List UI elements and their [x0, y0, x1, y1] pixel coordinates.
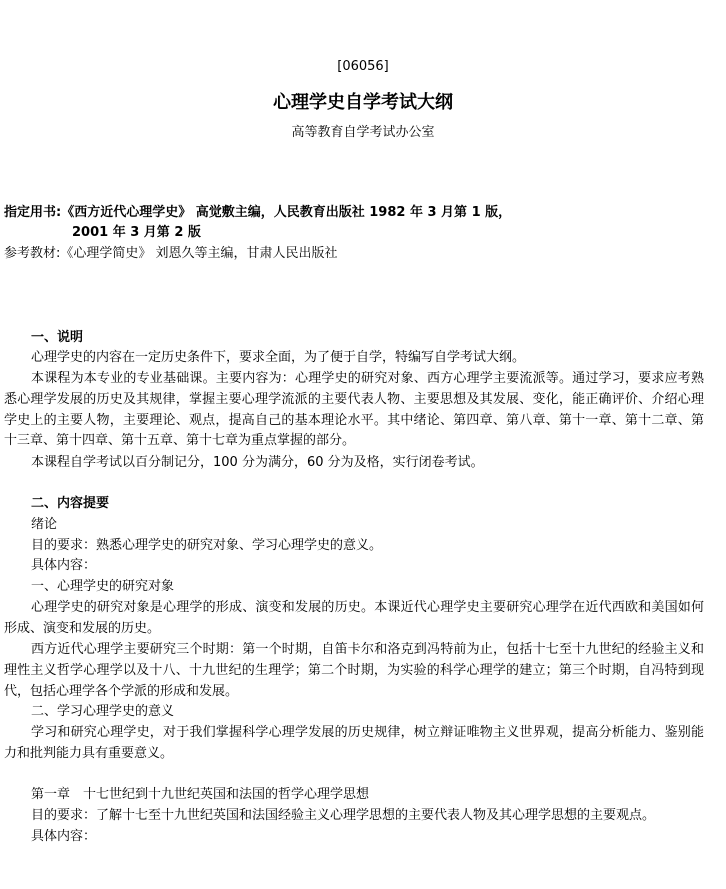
section2-sub1-paragraph-2: 西方近代心理学主要研究三个时期：第一个时期，自笛卡尔和洛克到冯特前为止，包括十七至十九世纪的经验主义和理性主义哲学心理学以及十八、十九世纪的生理学；第二个时期，为实验的科学心理学的建立；第三个时期，自冯特到现代，包括心理学各个学派的形成和发展。: [4, 642, 704, 699]
page-title: 心理学史自学考试大纲: [273, 92, 453, 113]
section1-paragraph-3: 本课程自学考试以百分制记分，100 分为满分，60 分为及格，实行闭卷考试。: [31, 455, 484, 470]
course-code: [06056]: [337, 59, 389, 74]
issuing-office: 高等教育自学考试办公室: [291, 125, 435, 140]
section1-paragraph-2: 本课程为本专业的专业基础课。主要内容为：心理学史的研究对象、西方心理学主要流派等。通过学习，要求应考熟悉心理学发展的历史及其规律，掌握主要心理学流派的主要代表人物、主要思想及其发展、变化，能正确评价、介绍心理学史上的主要人物，主要理论、观点，提高自己的基本理论水平。其中绪论、第四章、第八章、第十一章、第十二章、第十三章、第十四章、第十五章、第十七章为重点掌握的部分。: [4, 371, 704, 449]
section1-paragraph-1: 心理学史的内容在一定历史条件下，要求全面，为了便于自学，特编写自学考试大纲。: [31, 350, 526, 365]
section2-subheading-2: 二、学习心理学史的意义: [31, 704, 175, 719]
section2-goal: 目的要求：熟悉心理学史的研究对象、学习心理学史的意义。: [31, 538, 383, 553]
section2-heading: 二、内容提要: [31, 496, 110, 511]
section2-content-label: 具体内容：: [31, 558, 97, 573]
section2-subheading-1: 一、心理学史的研究对象: [31, 579, 175, 594]
designated-textbook-line1: 指定用书:《西方近代心理学史》 高觉敷主编，人民教育出版社 1982 年 3 月第 1 版，: [4, 205, 512, 220]
designated-textbook-line2: 2001 年 3 月第 2 版: [72, 225, 201, 240]
section2-sub2-paragraph-1: 学习和研究心理学史，对于我们掌握科学心理学发展的历史规律，树立辩证唯物主义世界观，提高分析能力、鉴别能力和批判能力具有重要意义。: [4, 725, 704, 761]
section2-intro: 绪论: [31, 517, 58, 532]
chapter1-goal: 目的要求：了解十七至十九世纪英国和法国经验主义心理学思想的主要代表人物及其心理学思想的主要观点。: [31, 808, 656, 823]
section1-heading: 一、说明: [31, 330, 84, 345]
reference-textbook: 参考教材:《心理学简史》 刘恩久等主编，甘肃人民出版社: [4, 246, 338, 261]
chapter1-content-label: 具体内容：: [31, 829, 97, 844]
chapter1-title: 第一章 十七世纪到十九世纪英国和法国的哲学心理学思想: [31, 787, 370, 802]
section2-sub1-paragraph-1: 心理学史的研究对象是心理学的形成、演变和发展的历史。本课近代心理学史主要研究心理学在近代西欧和美国如何形成、演变和发展的历史。: [4, 600, 704, 636]
